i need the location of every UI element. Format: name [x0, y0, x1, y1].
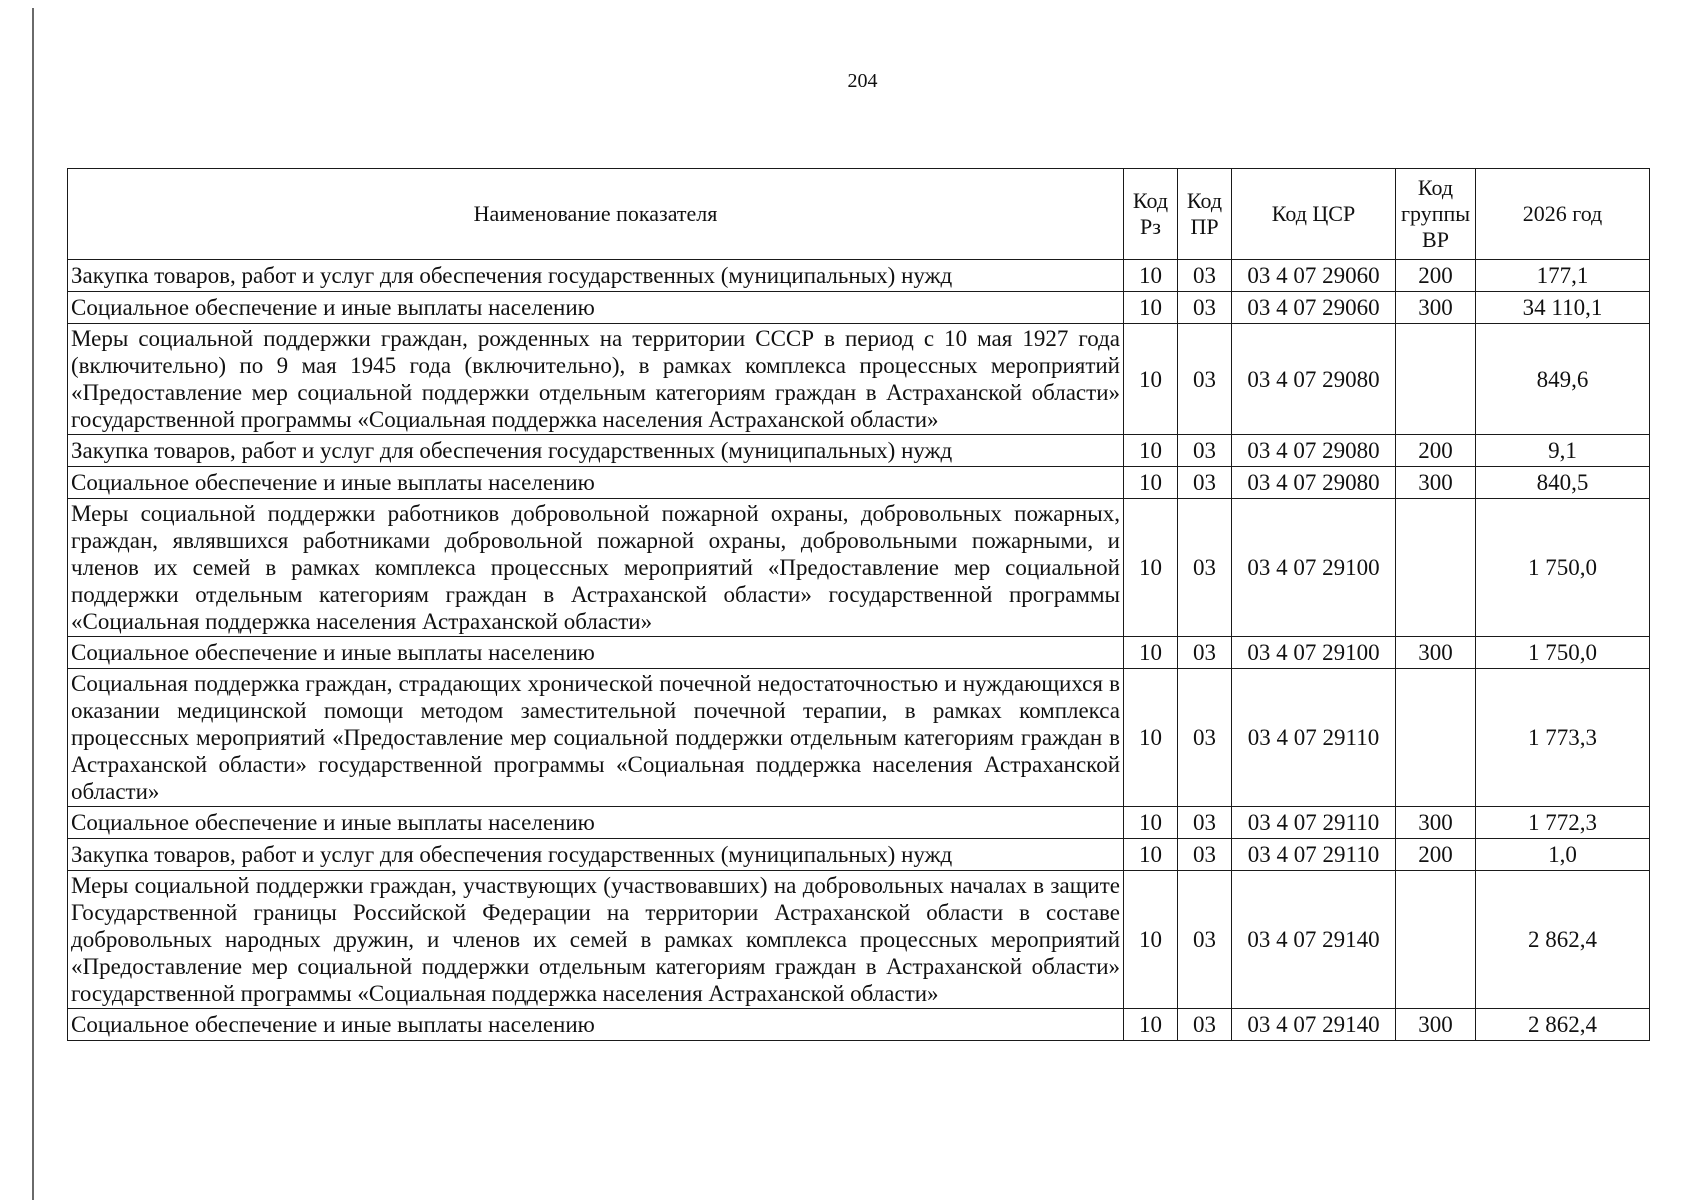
- row-csr: 03 4 07 29140: [1232, 1009, 1396, 1041]
- row-name: Социальное обеспечение и иные выплаты населению: [68, 1009, 1124, 1041]
- row-name: Социальное обеспечение и иные выплаты населению: [68, 292, 1124, 324]
- row-rz: 10: [1124, 807, 1178, 839]
- row-pr: 03: [1178, 871, 1232, 1009]
- row-vr: [1396, 871, 1476, 1009]
- row-csr: 03 4 07 29080: [1232, 324, 1396, 435]
- row-rz: 10: [1124, 260, 1178, 292]
- header-rz: Код Рз: [1124, 169, 1178, 260]
- row-rz: 10: [1124, 467, 1178, 499]
- row-csr: 03 4 07 29110: [1232, 669, 1396, 807]
- row-rz: 10: [1124, 1009, 1178, 1041]
- row-csr: 03 4 07 29080: [1232, 467, 1396, 499]
- table-header-row: [68, 169, 1650, 260]
- row-csr: 03 4 07 29100: [1232, 637, 1396, 669]
- row-amount: 1 772,3: [1476, 807, 1650, 839]
- row-name: Меры социальной поддержки граждан, рожденных на территории СССР в период с 10 мая 1927 года (включительно) по 9 мая 1945 года (включительно), в рамках комплекса процессных мероприятий «Предоставление мер социальной поддержки отдельным категориям граждан в Астраханской области» государственной программы «Социальная поддержка населения Астраханской области»: [68, 324, 1124, 435]
- row-name: Меры социальной поддержки граждан, участвующих (участвовавших) на добровольных началах в защите Государственной границы Российской Федерации на территории Астраханской области в составе добровольных народных дружин, и членов их семей в рамках комплекса процессных мероприятий «Предоставление мер социальной поддержки отдельным категориям граждан в Астраханской области» государственной программы «Социальная поддержка населения Астраханской области»: [68, 871, 1124, 1009]
- row-name: Закупка товаров, работ и услуг для обеспечения государственных (муниципальных) нужд: [68, 839, 1124, 871]
- table-row: [68, 871, 1650, 1009]
- row-csr: 03 4 07 29080: [1232, 435, 1396, 467]
- row-name: Социальное обеспечение и иные выплаты населению: [68, 637, 1124, 669]
- row-pr: 03: [1178, 499, 1232, 637]
- row-vr: 200: [1396, 839, 1476, 871]
- row-name: Меры социальной поддержки работников добровольной пожарной охраны, добровольных пожарных, граждан, являвшихся работниками добровольной пожарной охраны, добровольными пожарными, и членов их семей в рамках комплекса процессных мероприятий «Предоставление мер социальной поддержки отдельным категориям граждан в Астраханской области» государственной программы «Социальная поддержка населения Астраханской области»: [68, 499, 1124, 637]
- row-name: Социальное обеспечение и иные выплаты населению: [68, 807, 1124, 839]
- row-amount: 840,5: [1476, 467, 1650, 499]
- row-vr: 200: [1396, 435, 1476, 467]
- row-vr: 300: [1396, 637, 1476, 669]
- budget-table: [67, 168, 1650, 1041]
- row-vr: 300: [1396, 292, 1476, 324]
- row-csr: 03 4 07 29060: [1232, 260, 1396, 292]
- row-csr: 03 4 07 29100: [1232, 499, 1396, 637]
- row-vr: 300: [1396, 807, 1476, 839]
- row-name: Закупка товаров, работ и услуг для обеспечения государственных (муниципальных) нужд: [68, 435, 1124, 467]
- row-pr: 03: [1178, 467, 1232, 499]
- table-row: [68, 324, 1650, 435]
- table-row: [68, 260, 1650, 292]
- row-name: Социальное обеспечение и иные выплаты населению: [68, 467, 1124, 499]
- row-name: Закупка товаров, работ и услуг для обеспечения государственных (муниципальных) нужд: [68, 260, 1124, 292]
- row-rz: 10: [1124, 669, 1178, 807]
- row-vr: [1396, 669, 1476, 807]
- table-row: [68, 1009, 1650, 1041]
- row-amount: 1 773,3: [1476, 669, 1650, 807]
- row-vr: 300: [1396, 1009, 1476, 1041]
- table-row: [68, 669, 1650, 807]
- header-pr: Код ПР: [1178, 169, 1232, 260]
- table-row: [68, 467, 1650, 499]
- row-vr: [1396, 324, 1476, 435]
- table-row: [68, 435, 1650, 467]
- row-csr: 03 4 07 29110: [1232, 807, 1396, 839]
- row-pr: 03: [1178, 324, 1232, 435]
- row-amount: 1 750,0: [1476, 637, 1650, 669]
- row-pr: 03: [1178, 637, 1232, 669]
- header-vr: Код группы ВР: [1396, 169, 1476, 260]
- table-row: [68, 637, 1650, 669]
- row-amount: 177,1: [1476, 260, 1650, 292]
- row-vr: 200: [1396, 260, 1476, 292]
- row-csr: 03 4 07 29140: [1232, 871, 1396, 1009]
- row-rz: 10: [1124, 499, 1178, 637]
- table-row: [68, 292, 1650, 324]
- row-pr: 03: [1178, 807, 1232, 839]
- row-rz: 10: [1124, 435, 1178, 467]
- row-amount: 2 862,4: [1476, 871, 1650, 1009]
- table-row: [68, 499, 1650, 637]
- table-row: [68, 839, 1650, 871]
- header-name: Наименование показателя: [68, 169, 1124, 260]
- row-pr: 03: [1178, 669, 1232, 807]
- header-year: 2026 год: [1476, 169, 1650, 260]
- row-rz: 10: [1124, 292, 1178, 324]
- row-csr: 03 4 07 29110: [1232, 839, 1396, 871]
- row-pr: 03: [1178, 435, 1232, 467]
- row-csr: 03 4 07 29060: [1232, 292, 1396, 324]
- row-pr: 03: [1178, 839, 1232, 871]
- row-pr: 03: [1178, 292, 1232, 324]
- row-rz: 10: [1124, 871, 1178, 1009]
- header-csr: Код ЦСР: [1232, 169, 1396, 260]
- row-amount: 1 750,0: [1476, 499, 1650, 637]
- row-name: Социальная поддержка граждан, страдающих хронической почечной недостаточностью и нуждающихся в оказании медицинской помощи методом заместительной почечной терапии, в рамках комплекса процессных мероприятий «Предоставление мер социальной поддержки отдельным категориям граждан в Астраханской области» государственной программы «Социальная поддержка населения Астраханской области»: [68, 669, 1124, 807]
- page-number: 204: [847, 70, 878, 92]
- table-row: [68, 807, 1650, 839]
- row-amount: 34 110,1: [1476, 292, 1650, 324]
- row-amount: 1,0: [1476, 839, 1650, 871]
- scan-edge-line: [32, 8, 34, 1200]
- row-rz: 10: [1124, 324, 1178, 435]
- row-rz: 10: [1124, 637, 1178, 669]
- row-amount: 849,6: [1476, 324, 1650, 435]
- row-amount: 9,1: [1476, 435, 1650, 467]
- row-pr: 03: [1178, 1009, 1232, 1041]
- row-pr: 03: [1178, 260, 1232, 292]
- row-amount: 2 862,4: [1476, 1009, 1650, 1041]
- row-vr: 300: [1396, 467, 1476, 499]
- row-vr: [1396, 499, 1476, 637]
- row-rz: 10: [1124, 839, 1178, 871]
